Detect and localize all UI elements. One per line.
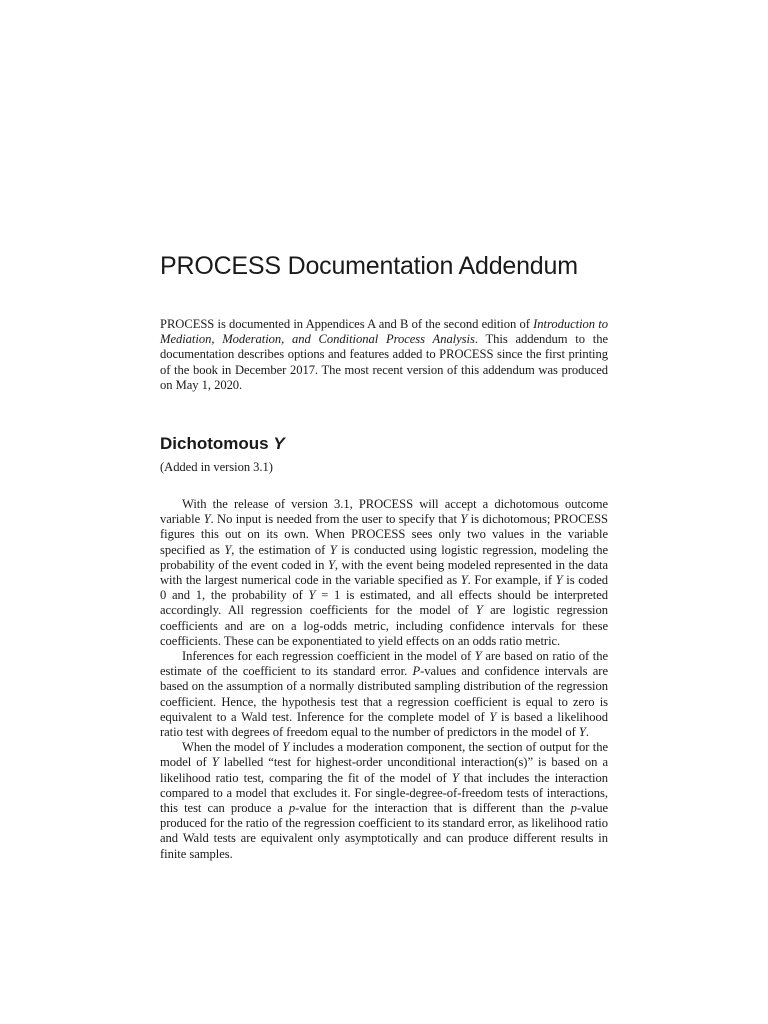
math-var: Y	[224, 542, 232, 557]
body-paragraph	[160, 649, 608, 740]
math-var: Y	[308, 588, 316, 603]
text-run: is conducted using logistic regression, modeling the probability of the event coded in	[160, 542, 608, 572]
math-var: P	[412, 664, 421, 679]
body-paragraph	[160, 497, 608, 649]
text-run: is based a likelihood ratio test with degrees of freedom equal to the number of predictors in the model of	[160, 709, 608, 740]
math-var: p	[570, 801, 577, 816]
text-run: When the model of	[182, 740, 283, 755]
text-run: that includes the interaction compared to a model that excludes it. For single-degree-of-freedom tests of interactions, this test can produce a	[160, 770, 609, 816]
text-run: , the estimation of	[231, 542, 330, 557]
math-var: Y	[451, 770, 459, 785]
math-var: Y	[460, 573, 468, 588]
math-var: Y	[460, 512, 468, 527]
math-var: Y	[327, 557, 335, 572]
page-title: PROCESS Documentation Addendum	[160, 252, 578, 280]
text-run: . For example, if	[467, 573, 556, 588]
text-run: = 1 is estimated, and all effects should be interpreted accordingly. All regression coefficients for the model of	[160, 588, 608, 618]
math-var: Y	[211, 755, 219, 770]
math-var: p	[288, 801, 296, 816]
text-run: are based on ratio of the estimate of the coefficient to its standard error.	[160, 649, 609, 679]
text-run: are logistic regression coefficients and are on a log-odds metric, including confidence intervals for these coefficients. These can be exponentiated to yield effects on an odds ratio metric.	[160, 603, 608, 648]
math-var: Y	[578, 725, 586, 740]
text-run: labelled “test for highest-order unconditional interaction(s)” is based on a likelihood ratio test, comparing the fit of the model of	[160, 755, 608, 785]
intro-text: PROCESS is documented in Appendices A and B of the second edition of	[160, 317, 534, 331]
math-var: Y	[489, 709, 497, 724]
text-run: , with the event being modeled represented in the data with the largest numerical code in the variable specified as	[160, 557, 608, 588]
text-run: includes a moderation component, the section of output for the model of	[160, 740, 608, 770]
math-var: Y	[282, 740, 290, 755]
intro-paragraph	[160, 317, 608, 393]
text-run: .	[585, 725, 589, 740]
section-heading	[160, 434, 285, 454]
version-note: (Added in version 3.1)	[160, 460, 273, 474]
text-run: -values and confidence intervals are based on the assumption of a normally distributed sampling distribution of the regression coefficient. Hence, the hypothesis test that a regression coefficient is equal to zero is equivalent to a Wald test. Inference for the complete model of	[160, 664, 608, 724]
section-body	[160, 497, 608, 862]
text-run: Inferences for each regression coefficient in the model of	[182, 649, 475, 664]
text-run: -value for the interaction that is different than the	[295, 801, 571, 816]
section-heading-variable: Y	[273, 434, 285, 453]
text-run: -value produced for the ratio of the regression coefficient to its standard error, as likelihood ratio and Wald tests are equivalent only asymptotically and can produce different results in finite samples.	[160, 801, 608, 861]
body-paragraph	[160, 740, 608, 862]
section-heading-text: Dichotomous	[160, 434, 269, 453]
math-var: Y	[329, 542, 337, 557]
math-var: Y	[555, 573, 563, 588]
math-var: Y	[474, 649, 482, 664]
text-run: is dichotomous; PROCESS figures this out on its own. When PROCESS sees only two values in the variable specified as	[160, 512, 608, 557]
text-run: With the release of version 3.1, PROCESS will accept a dichotomous outcome variable	[160, 497, 608, 527]
math-var: Y	[475, 603, 483, 618]
intro-text: . This addendum to the documentation describes options and features added to PROCESS since the first printing of the book in December 2017. The most recent version of this addendum was produced on May 1, 2020.	[160, 332, 608, 392]
book-title: Introduction to Mediation, Moderation, and Conditional Process Analysis	[160, 317, 608, 347]
text-run: is coded 0 and 1, the probability of	[160, 573, 609, 603]
text-run: . No input is needed from the user to specify that	[210, 512, 461, 527]
math-var: Y	[203, 512, 211, 527]
